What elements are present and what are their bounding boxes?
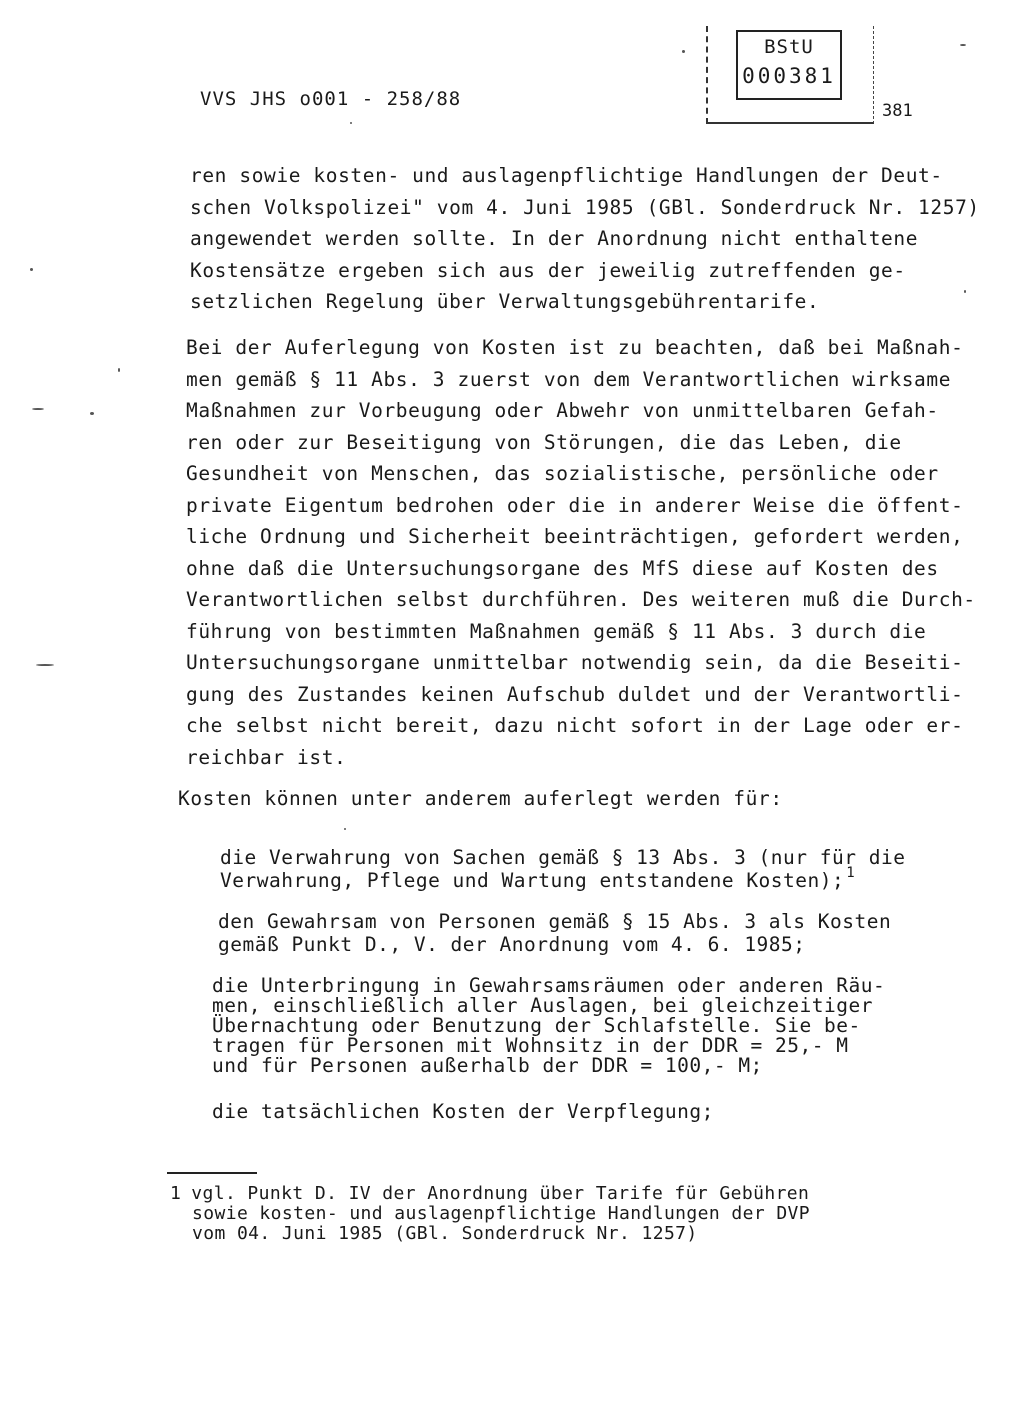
text-line: gemäß Punkt D., V. der Anordnung vom 4. 6. 1985; [218,933,806,956]
text-line: Übernachtung oder Benutzung der Schlafstelle. Sie be- [212,1014,861,1037]
scan-speck [344,828,346,830]
text-line: ren sowie kosten- und auslagenpflichtige Handlungen der Deut- [190,164,943,187]
text-line: Verantwortlichen selbst durchführen. Des weiteren muß die Durch- [186,588,976,611]
stamp-label: BStU [764,36,814,58]
text-line: die Unterbringung in Gewahrsamsräumen oder anderen Räu- [212,974,886,997]
text-line: die Verwahrung von Sachen gemäß § 13 Abs. 3 (nur für die [220,846,906,869]
text-line: führung von bestimmten Maßnahmen gemäß § 11 Abs. 3 durch die [186,619,927,643]
list-item-catering [212,1100,714,1123]
text-line: gung des Zustandes keinen Aufschub duldet und der Verantwortli- [186,682,964,706]
text-line-content: Verwahrung, Pflege und Wartung entstandene Kosten); [220,869,845,892]
stamp-number: 000381 [742,64,836,88]
text-line: men gemäß § 11 Abs. 3 zuerst von dem Verantwortlichen wirksame [186,367,952,391]
scan-speck [350,122,352,124]
footnote-number: 1 [170,1183,182,1204]
footnote-reference: 1 [846,865,856,881]
text-line: Bei der Auferlegung von Kosten ist zu beachten, daß bei Maßnah- [186,336,964,359]
page-number: 381 [882,101,913,121]
text-line: men, einschließlich aller Auslagen, bei gleichzeitiger [212,994,873,1017]
text-line [220,865,905,895]
scan-speck [30,268,33,271]
scan-speck [90,412,94,415]
footnote [170,1184,810,1244]
text-line: setzlichen Regelung über Verwaltungsgebührentarife. [190,290,820,313]
text-line: tragen für Personen mit Wohnsitz in der DDR = 25,- M [212,1034,849,1057]
scan-speck [960,44,966,46]
text-line: Gesundheit von Menschen, das sozialistische, persönliche oder [186,462,939,485]
document-reference: VVS JHS o001 - 258/88 [200,88,462,110]
list-item-safekeeping [220,846,905,895]
paragraph-1 [190,160,980,318]
scan-speck [118,368,120,372]
text-line: angewendet werden sollte. In der Anordnung nicht enthaltene [190,227,919,250]
footnote-divider [167,1172,257,1174]
text-line [170,1184,810,1204]
list-item-accommodation [212,976,885,1076]
text-line: liche Ordnung und Sicherheit beeinträchtigen, gefordert werden, [186,525,964,548]
text-line: che selbst nicht bereit, dazu nicht sofort in der Lage oder er- [186,714,964,737]
text-line: und für Personen außerhalb der DDR = 100,- M; [212,1054,763,1077]
scan-speck [36,664,54,666]
text-line: den Gewahrsam von Personen gemäß § 15 Abs. 3 als Kosten [218,910,892,933]
archive-stamp [706,26,874,124]
text-line: sowie kosten- und auslagenpflichtige Handlungen der DVP [192,1203,811,1224]
text-line: ren oder zur Beseitigung von Störungen, die das Leben, die [186,430,902,454]
text-line: Maßnahmen zur Vorbeugung oder Abwehr von unmittelbaren Gefah- [186,399,939,422]
archive-stamp-box [736,30,842,100]
text-line: Untersuchungsorgane unmittelbar notwendig sein, da die Beseiti- [186,651,964,674]
text-line: reichbar ist. [186,745,347,769]
text-line: schen Volkspolizei" vom 4. Juni 1985 (GBl. Sonderdruck Nr. 1257) [190,195,980,219]
text-line: ohne daß die Untersuchungsorgane des MfS diese auf Kosten des [186,556,939,580]
scan-speck [964,290,966,293]
text-line: vom 04. Juni 1985 (GBl. Sonderdruck Nr. 1257) [192,1223,698,1244]
text-line: Kostensätze ergeben sich aus der jeweilig zutreffenden ge- [190,258,906,282]
text-line: private Eigentum bedrohen oder die in anderer Weise die öffent- [186,493,964,517]
list-intro: Kosten können unter anderem auferlegt werden für: [178,787,783,810]
list-item-custody [218,910,891,956]
paragraph-2 [186,332,976,773]
footnote-text: vgl. Punkt D. IV der Anordnung über Tarife für Gebühren [191,1183,810,1204]
scan-speck [32,408,44,410]
text-line: die tatsächlichen Kosten der Verpflegung; [212,1100,714,1123]
scan-speck [682,50,685,53]
